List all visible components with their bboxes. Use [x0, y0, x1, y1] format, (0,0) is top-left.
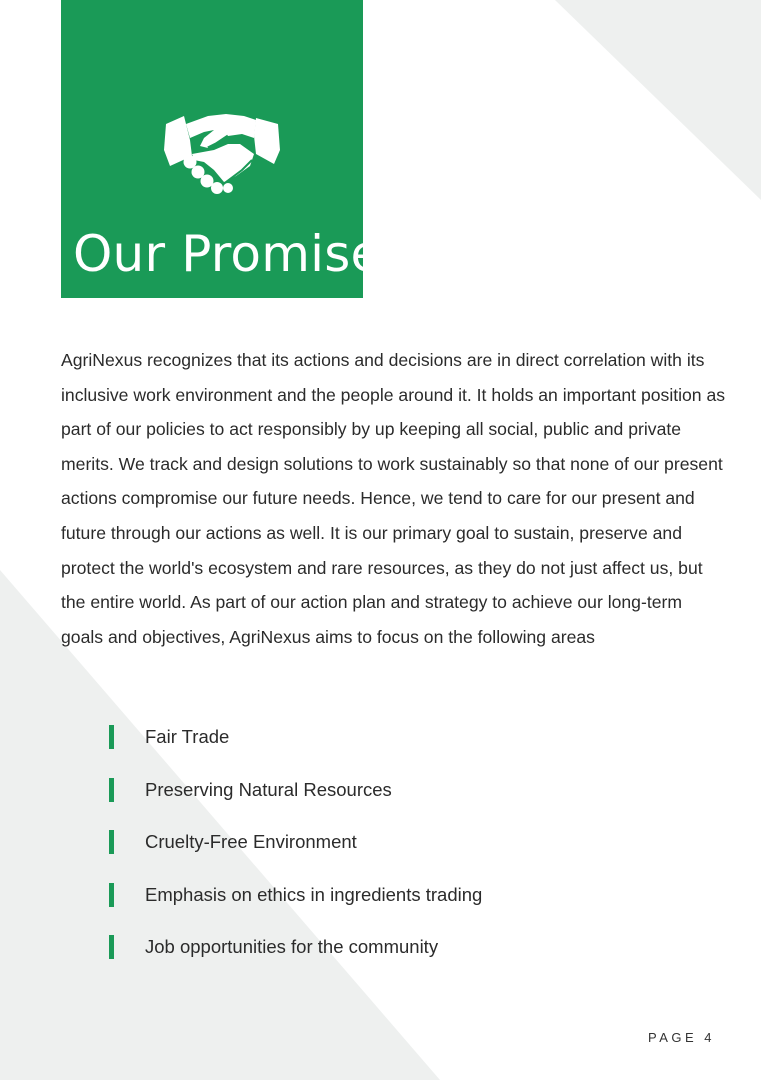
- intro-paragraph: AgriNexus recognizes that its actions and decisions are in direct correlation with its inclusive work environment and the people around it. It holds an important position as part of our policies to act responsibly by up keeping all social, public and private merits. We track and design solutions to work sustainably so that none of our present actions compromise our future needs. Hence, we tend to care for our present and future through our actions as well. It is our primary goal to sustain, preserve and protect the world's ecosystem and rare resources, as they do not just affect us, but the entire world. As part of our action plan and strategy to achieve our long-term goals and objectives, AgriNexus aims to focus on the following areas: [61, 350, 726, 647]
- bullet-bar-icon: [109, 935, 114, 959]
- bullet-bar-icon: [109, 830, 114, 854]
- bullet-bar-icon: [109, 725, 114, 749]
- bullet-bar-icon: [109, 883, 114, 907]
- page-number: PAGE 4: [647, 1030, 715, 1045]
- page-title: Our Promise: [73, 225, 382, 283]
- list-item-label: Preserving Natural Resources: [145, 778, 392, 800]
- list-item-label: Cruelty-Free Environment: [145, 831, 357, 853]
- handshake-icon: [164, 110, 280, 196]
- list-item-label: Emphasis on ethics in ingredients trading: [145, 883, 483, 905]
- list-item-label: Fair Trade: [145, 726, 230, 747]
- header-banner: [61, 0, 382, 298]
- bullet-bar-icon: [109, 778, 114, 802]
- list-item-label: Job opportunities for the community: [145, 936, 439, 958]
- top-right-triangle: [555, 0, 761, 200]
